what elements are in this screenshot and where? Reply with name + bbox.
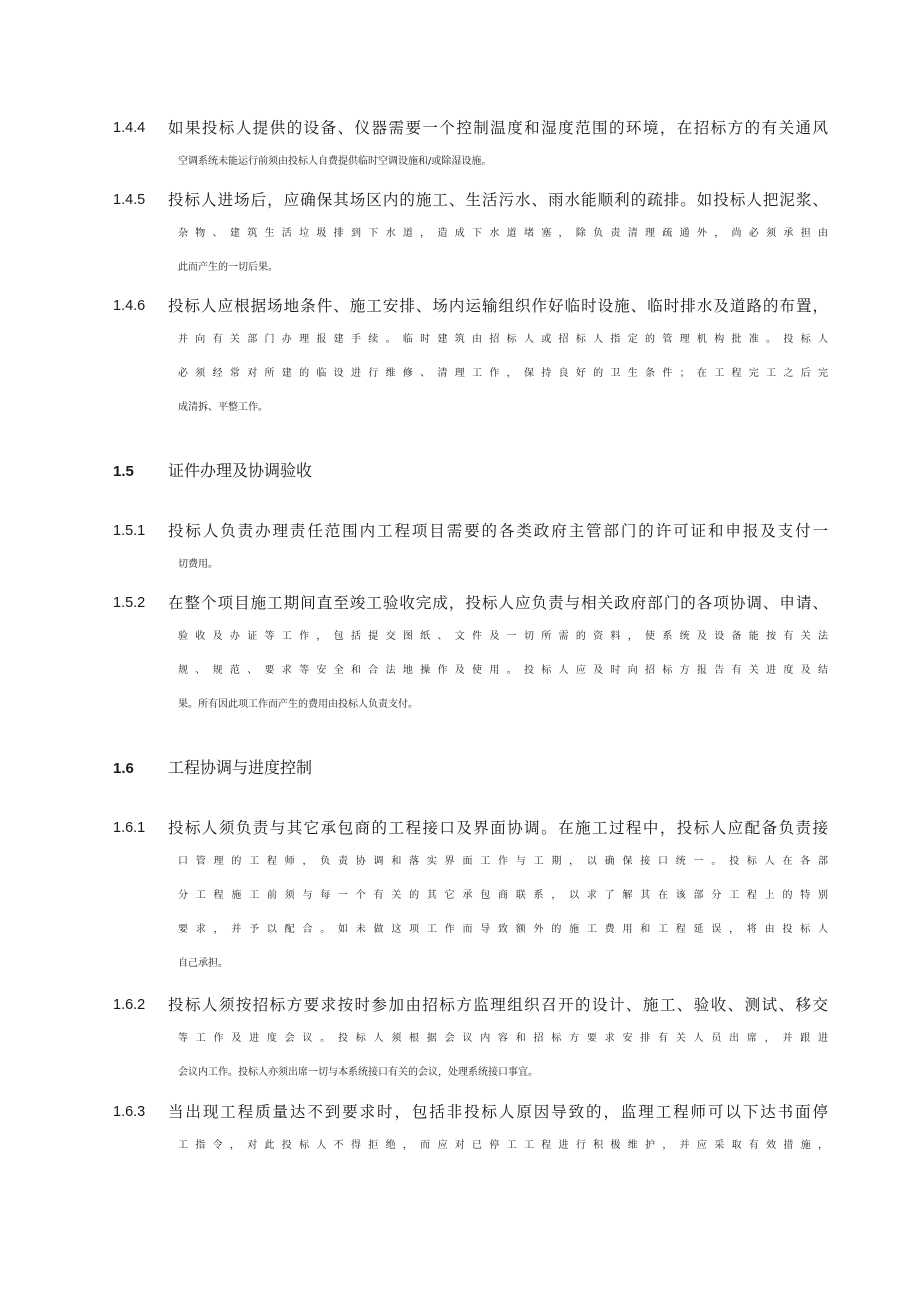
clause-number: 1.5.1 — [113, 523, 146, 539]
clause-line: 规、规范、要求等安全和合法地操作及使用。投标人应及时向招标方报告有关进度及结 — [178, 665, 828, 676]
clause-line: 等工作及进度会议。投标人须根据会议内容和招标方要求安排有关人员出席，并跟进 — [178, 1033, 828, 1044]
clause-line: 切费用。 — [178, 559, 218, 570]
clause-line: 验收及办证等工作，包括提交图纸、文件及一切所需的资料，使系统及设备能按有关法 — [178, 631, 828, 642]
clause-1-6-3 — [113, 1095, 828, 1163]
clause-text — [168, 586, 828, 722]
clause-number: 1.4.5 — [113, 192, 146, 208]
clause-1-6-2 — [113, 988, 828, 1090]
clause-1-4-5 — [113, 183, 828, 285]
clause-line: 此而产生的一切后果。 — [178, 262, 278, 273]
section-number: 1.6 — [113, 760, 134, 777]
section-title: 证件办理及协调验收 — [168, 461, 313, 480]
clause-text — [168, 1095, 828, 1163]
clause-line: 投标人应根据场地条件、施工安排、场内运输组织作好临时设施、临时排水及道路的布置， — [168, 297, 828, 315]
clause-line: 口管理的工程师，负责协调和落实界面工作与工期，以确保接口统一。投标人在各部 — [178, 856, 828, 867]
clause-text — [168, 289, 828, 425]
section-title: 工程协调与进度控制 — [168, 758, 313, 777]
clause-text — [168, 811, 828, 981]
clause-number: 1.4.4 — [113, 120, 146, 136]
clause-1-5-2 — [113, 586, 828, 722]
clause-line: 果。所有因此项工作而产生的费用由投标人负责支付。 — [178, 699, 418, 710]
clause-number: 1.4.6 — [113, 298, 146, 314]
section-number: 1.5 — [113, 463, 134, 480]
clause-number: 1.6.2 — [113, 997, 146, 1013]
clause-1-6-1 — [113, 811, 828, 981]
clause-line: 投标人进场后，应确保其场区内的施工、生活污水、雨水能顺利的疏排。如投标人把泥浆、 — [168, 191, 828, 209]
clause-1-5-1 — [113, 514, 828, 582]
clause-number: 1.6.3 — [113, 1104, 146, 1120]
clause-1-4-4 — [113, 111, 828, 179]
clause-line: 当出现工程质量达不到要求时，包括非投标人原因导致的，监理工程师可以下达书面停 — [168, 1103, 828, 1121]
clause-text — [168, 111, 828, 179]
clause-line: 投标人须负责与其它承包商的工程接口及界面协调。在施工过程中，投标人应配备负责接 — [168, 819, 828, 837]
section-heading-1-6 — [113, 753, 312, 784]
clause-line: 并向有关部门办理报建手续。临时建筑由招标人或招标人指定的管理机构批准。投标人 — [178, 334, 828, 345]
clause-line: 要求，并予以配合。如未做这项工作而导致额外的施工费用和工程延误，将由投标人 — [178, 924, 828, 935]
clause-line: 分工程施工前须与每一个有关的其它承包商联系，以求了解其在该部分工程上的特别 — [178, 890, 828, 901]
clause-text — [168, 988, 828, 1090]
clause-line: 会议内工作。投标人亦须出席一切与本系统接口有关的会议，处理系统接口事宜。 — [178, 1067, 538, 1078]
clause-line: 成清拆、平整工作。 — [178, 402, 268, 413]
clause-line: 投标人负责办理责任范围内工程项目需要的各类政府主管部门的许可证和申报及支付一 — [168, 522, 828, 540]
clause-line: 自己承担。 — [178, 958, 228, 969]
clause-1-4-6 — [113, 289, 828, 425]
clause-line: 杂物、建筑生活垃圾排到下水道，造成下水道堵塞，除负责清理疏通外，尚必须承担由 — [178, 228, 828, 239]
clause-line: 在整个项目施工期间直至竣工验收完成，投标人应负责与相关政府部门的各项协调、申请、 — [168, 594, 828, 612]
clause-number: 1.6.1 — [113, 820, 146, 836]
clause-number: 1.5.2 — [113, 595, 146, 611]
clause-text — [168, 183, 828, 285]
clause-line: 投标人须按招标方要求按时参加由招标方监理组织召开的设计、施工、验收、测试、移交 — [168, 996, 828, 1014]
clause-line: 空调系统未能运行前须由投标人自费提供临时空调设施和/或除湿设施。 — [178, 156, 492, 167]
clause-text — [168, 514, 828, 582]
clause-line: 必须经常对所建的临设进行维修、清理工作，保持良好的卫生条件；在工程完工之后完 — [178, 368, 828, 379]
clause-line: 工指令，对此投标人不得拒绝，而应对已停工工程进行积极维护，并应采取有效措施， — [178, 1140, 828, 1151]
section-heading-1-5 — [113, 456, 312, 487]
clause-line: 如果投标人提供的设备、仪器需要一个控制温度和湿度范围的环境，在招标方的有关通风 — [168, 119, 828, 137]
